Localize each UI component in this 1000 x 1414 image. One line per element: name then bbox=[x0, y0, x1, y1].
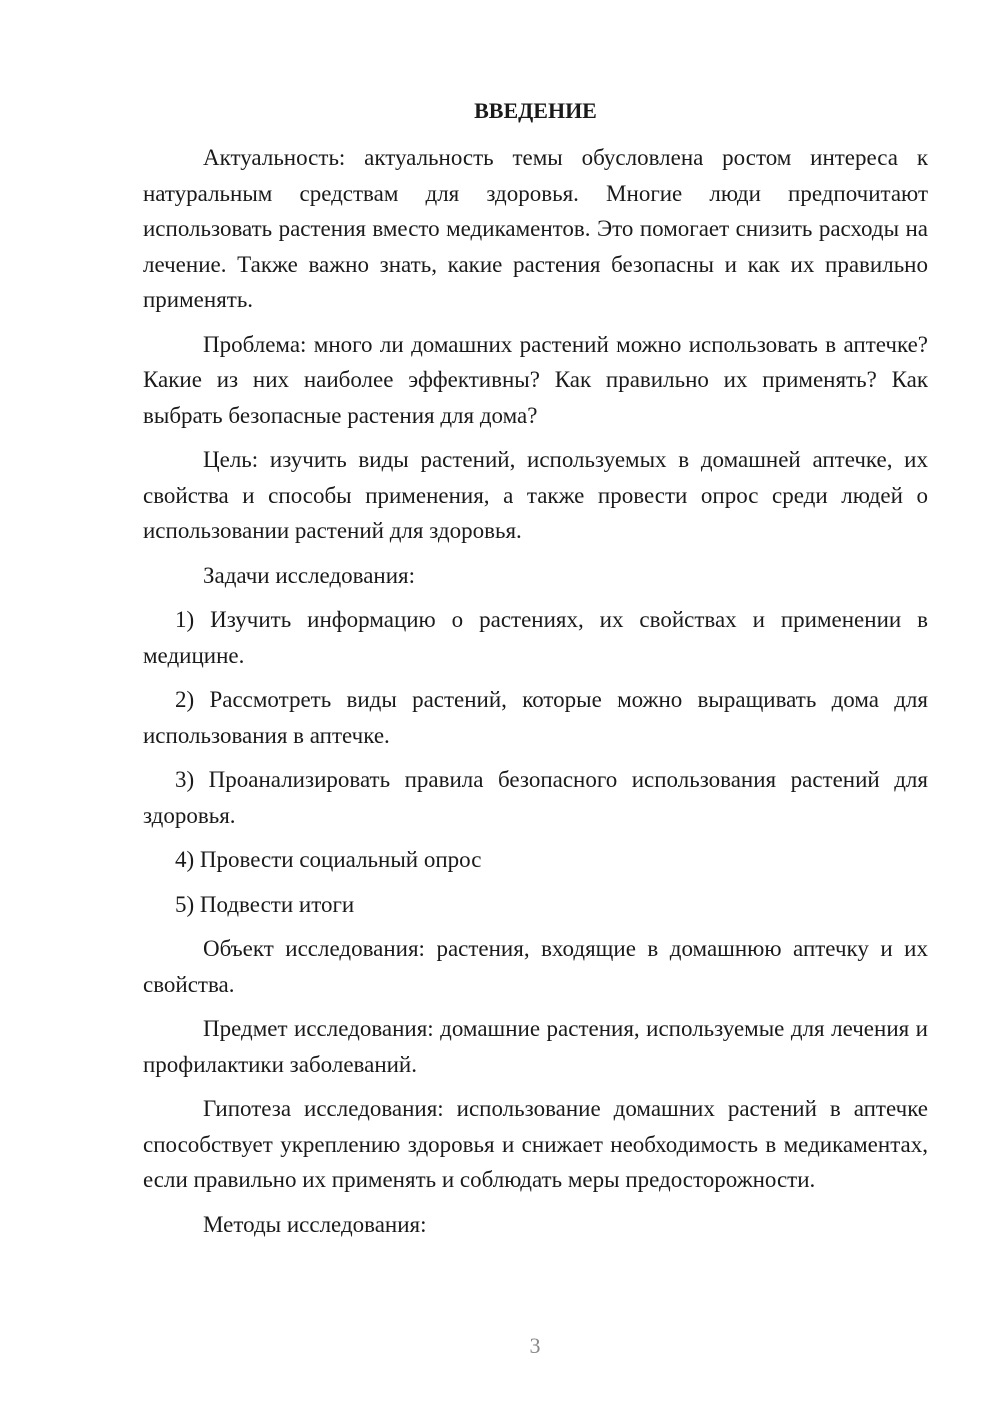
tasks-heading: Задачи исследования: bbox=[203, 562, 416, 588]
task-item-3: 3) Проанализировать правила безопасного использования растений для здоровья. bbox=[143, 767, 928, 828]
section-title: ВВЕДЕНИЕ bbox=[474, 98, 597, 123]
task-item-1: 1) Изучить информацию о растениях, их свойствах и применении в медицине. bbox=[143, 607, 928, 668]
subject-paragraph: Предмет исследования: домашние растения, используемые для лечения и профилактики заболеваний. bbox=[143, 1016, 928, 1077]
hypothesis-paragraph: Гипотеза исследования: использование домашних растений в аптечке способствует укреплению здоровья и снижает необходимость в медикаментах, если правильно их применять и соблюдать меры предосторожности. bbox=[143, 1096, 928, 1192]
task-item-2: 2) Рассмотреть виды растений, которые можно выращивать дома для использования в аптечке. bbox=[143, 687, 928, 748]
relevance-paragraph: Актуальность: актуальность темы обусловлена ростом интереса к натуральным средствам для здоровья. Многие люди предпочитают использовать растения вместо медикаментов. Это помогает снизить расходы на лечение. Также важно знать, какие растения безопасны и как их правильно применять. bbox=[143, 145, 928, 312]
task-item-4: 4) Провести социальный опрос bbox=[175, 847, 482, 872]
goal-paragraph: Цель: изучить виды растений, используемых в домашней аптечке, их свойства и способы применения, а также провести опрос среди людей о использовании растений для здоровья. bbox=[143, 447, 928, 543]
problem-paragraph: Проблема: много ли домашних растений можно использовать в аптечке? Какие из них наиболее эффективны? Как правильно их применять? Как выбрать безопасные растения для дома? bbox=[143, 331, 928, 428]
methods-heading: Методы исследования: bbox=[203, 1211, 427, 1237]
page-content bbox=[143, 96, 928, 1251]
task-item-5: 5) Подвести итоги bbox=[175, 891, 355, 917]
object-paragraph: Объект исследования: растения, входящие в домашнюю аптечку и их свойства. bbox=[143, 936, 928, 997]
page-number: 3 bbox=[529, 1333, 541, 1358]
